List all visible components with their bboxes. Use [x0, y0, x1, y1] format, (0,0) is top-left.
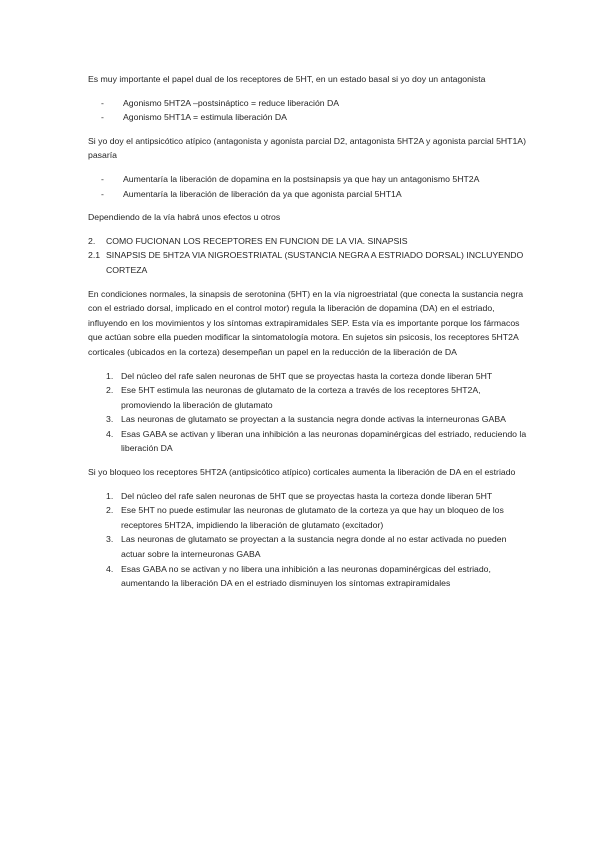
list-item-text: Del núcleo del rafe salen neuronas de 5HT que se proyectas hasta la corteza donde liberan 5HT [121, 490, 493, 501]
section-title: SINAPSIS DE 5HT2A VIA NIGROESTRIATAL (SUSTANCIA NEGRA A ESTRIADO DORSAL) INCLUYENDO CORTEZA [106, 250, 524, 275]
dash-marker: - [101, 112, 104, 123]
list-item [88, 412, 528, 427]
dash-marker: - [101, 97, 104, 108]
section-title: COMO FUCIONAN LOS RECEPTORES EN FUNCION DE LA VIA. SINAPSIS [106, 235, 408, 246]
intro-paragraph: Es muy importante el papel dual de los receptores de 5HT, en un estado basal si yo doy un antagonista [88, 74, 486, 84]
document-page [88, 72, 528, 591]
paragraph-condiciones: En condiciones normales, la sinapsis de serotonina (5HT) en la vía nigroestriatal (que conecta la sustancia negra con el estriado dorsal, implicado en el control motor) regula la liberación de dopamina (DA) en el estriado, influyendo en los movimientos y los síntomas extrapiramidales SEP. Esta vía es importante porque los fármacos que actúan sobre ella pueden modificar la sintomatología motora. En sujetos sin psicosis, los receptores 5HT2A corticales (ubicados en la corteza) desempeñan un papel en la reducción de la liberación de DA [88, 288, 524, 357]
list-item-text: Del núcleo del rafe salen neuronas de 5HT que se proyectas hasta la corteza donde liberan 5HT [121, 370, 493, 381]
list-item-text: Las neuronas de glutamato se proyectan a la sustancia negra donde al no estar activada no pueden actuar sobre la interneuronas GABA [121, 534, 507, 560]
section-heading-2-1 [88, 248, 528, 277]
paragraph-bloqueo: Si yo bloqueo los receptores 5HT2A (antipsicótico atípico) corticales aumenta la liberación de DA en el estriado [88, 467, 516, 478]
list-item [88, 562, 528, 591]
list-item-text: Esas GABA se activan y liberan una inhibición a las neuronas dopaminérgicas del estriado, reduciendo la liberación DA [121, 428, 527, 454]
paragraph-dependiendo: Dependiendo de la vía habrá unos efectos u otros [88, 212, 281, 223]
dash-list-1 [88, 96, 528, 125]
list-item-text: Las neuronas de glutamato se proyectan a la sustancia negra donde activas la interneuronas GABA [121, 414, 506, 425]
dash-marker: - [101, 188, 104, 199]
section-number: 2. [88, 235, 96, 246]
list-item [88, 369, 528, 384]
list-item-text: Agonismo 5HT1A = estimula liberación DA [123, 112, 287, 123]
list-item-text: Esas GABA no se activan y no libera una inhibición a las neuronas dopaminérgicas del estriado, aumentando la liberación DA en el estriado disminuyen los síntomas extrapiramidales [121, 563, 491, 589]
list-item [88, 172, 528, 187]
list-number: 1. [106, 370, 114, 381]
numbered-list-1 [88, 369, 528, 457]
list-item [88, 110, 528, 125]
list-number: 3. [106, 534, 114, 545]
section-number: 2.1 [88, 250, 101, 261]
list-item [88, 532, 528, 561]
dash-marker: - [101, 173, 104, 184]
list-item [88, 383, 528, 412]
list-item-text: Agonismo 5HT2A –postsináptico = reduce liberación DA [123, 97, 340, 108]
list-item-text: Aumentaría la liberación de dopamina en la postsinapsis ya que hay un antagonismo 5HT2A [123, 173, 480, 184]
numbered-list-2 [88, 489, 528, 591]
section-heading-2 [88, 234, 528, 249]
list-item [88, 503, 528, 532]
list-number: 4. [106, 428, 114, 439]
dash-list-2 [88, 172, 528, 201]
list-item [88, 187, 528, 202]
paragraph-antipsicotico: Si yo doy el antipsicótico atípico (antagonista y agonista parcial D2, antagonista 5HT2A y agonista parcial 5HT1A) pasaría [88, 135, 526, 161]
list-item-text: Ese 5HT estimula las neuronas de glutamato de la corteza a través de los receptores 5HT2A, promoviendo la liberación de glutamato [121, 385, 481, 410]
list-number: 1. [106, 490, 114, 501]
list-item [88, 96, 528, 111]
list-number: 2. [106, 385, 114, 396]
list-number: 4. [106, 563, 114, 574]
list-item-text: Aumentaría la liberación de liberación da ya que agonista parcial 5HT1A [123, 188, 402, 199]
list-item [88, 427, 528, 456]
list-number: 3. [106, 414, 114, 425]
list-item [88, 489, 528, 504]
list-item-text: Ese 5HT no puede estimular las neuronas de glutamato de la corteza ya que hay un bloqueo de los receptores 5HT2A, impidiendo la liberación de glutamato (excitador) [121, 505, 504, 530]
list-number: 2. [106, 505, 114, 516]
